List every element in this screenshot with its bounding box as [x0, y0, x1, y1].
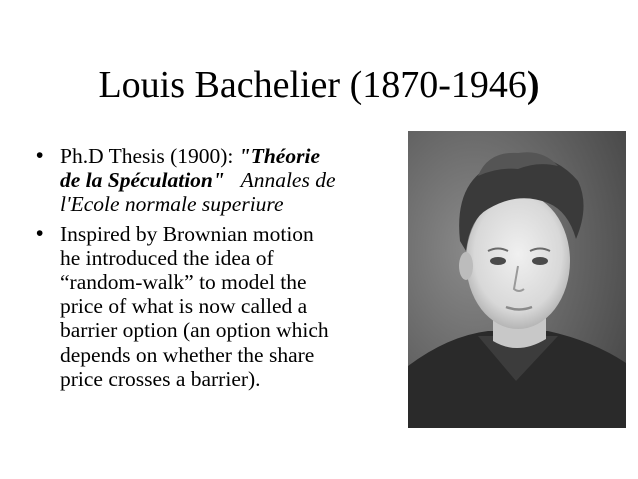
bullet-line: price crosses a barrier).: [60, 366, 261, 391]
bullet-line: Inspired by Brownian motion: [60, 221, 314, 246]
title-text: Louis Bachelier (1870-1946: [98, 64, 527, 106]
bullet-line: price of what is now called a: [60, 294, 308, 319]
bullet-thesis-line-1: [60, 144, 396, 168]
journal-part1: Annales de: [224, 168, 336, 193]
bullet-thesis-line-2: [60, 168, 396, 192]
thesis-label: Ph.D Thesis (1900):: [60, 144, 239, 168]
bullet-line: barrier option (an option which: [60, 318, 329, 343]
bullet-dot: •: [36, 144, 44, 167]
portrait-photo: [408, 131, 626, 428]
bullet-line: depends on whether the share: [60, 342, 315, 367]
bullet-thesis: [36, 144, 396, 217]
slide-title: [0, 62, 638, 108]
bullet-line: “random-walk” to model the: [60, 270, 307, 295]
bullet-thesis-line-3: l'Ecole normale superiure: [60, 192, 284, 217]
bullet-random-walk: [36, 222, 396, 391]
bullet-list: [36, 144, 396, 396]
thesis-title-part1: "Théorie: [238, 144, 320, 168]
title-close-paren: ): [526, 64, 540, 106]
bullet-line: he introduced the idea of: [60, 245, 274, 270]
portrait-photo-icon: [408, 131, 626, 428]
bullet-dot: •: [36, 221, 44, 245]
thesis-title-part2: de la Spéculation": [60, 168, 225, 193]
